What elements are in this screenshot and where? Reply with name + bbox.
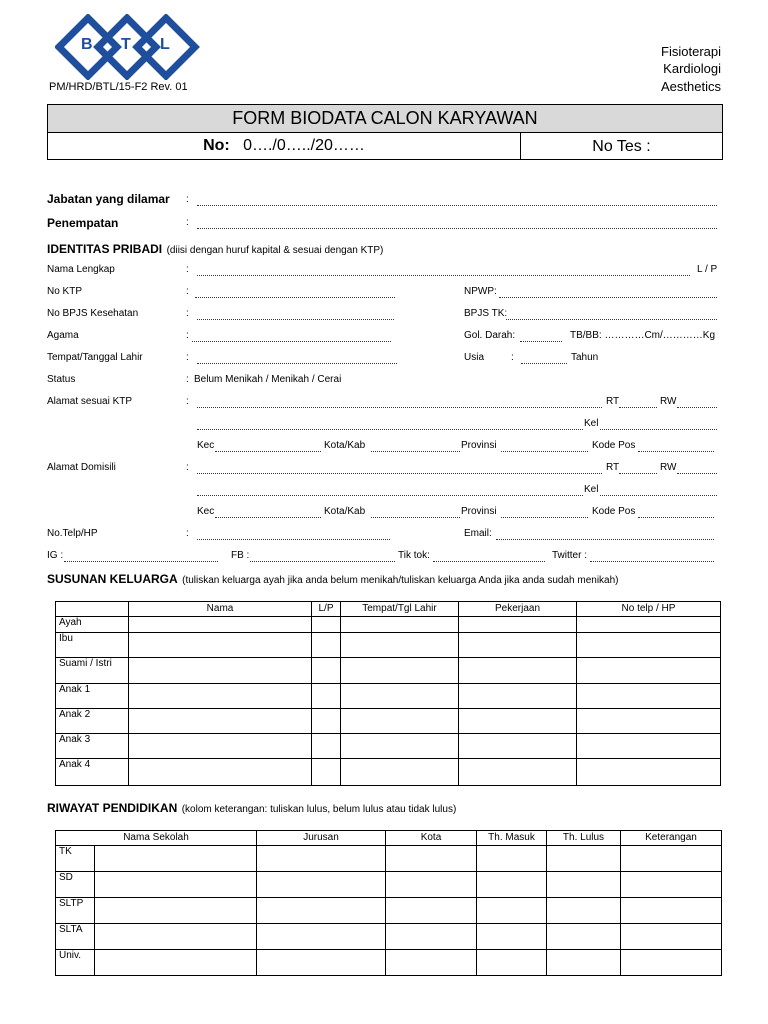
row-label: Ayah: [56, 617, 129, 633]
table-row: [56, 872, 722, 898]
table-header-row: [56, 831, 722, 846]
table-row: [56, 950, 722, 976]
bpjs-kes-field[interactable]: [197, 310, 394, 320]
logo-letter-t: T: [121, 36, 131, 53]
table-cell[interactable]: [257, 898, 386, 924]
tiktok-field[interactable]: [433, 552, 545, 562]
division-fisioterapi: Fisioterapi: [661, 44, 721, 59]
row-label: Anak 2: [56, 709, 129, 734]
keluarga-title: SUSUNAN KELUARGA: [47, 572, 178, 586]
colon: :: [186, 194, 189, 205]
table-cell[interactable]: [547, 846, 621, 872]
colon: :: [186, 374, 189, 385]
table-cell[interactable]: [312, 709, 341, 734]
colon: :: [186, 462, 189, 473]
colon: :: [186, 217, 189, 228]
ig-field[interactable]: [64, 552, 218, 562]
provinsi-label: Provinsi: [461, 506, 497, 517]
company-logo: [55, 14, 200, 80]
table-cell[interactable]: [577, 617, 721, 633]
pendidikan-table: [55, 830, 722, 976]
table-cell[interactable]: [341, 684, 459, 709]
kota-field[interactable]: [371, 442, 460, 452]
row-label: Anak 3: [56, 734, 129, 759]
penempatan-field[interactable]: [197, 219, 717, 229]
rt-field[interactable]: [619, 398, 657, 408]
table-cell[interactable]: [577, 633, 721, 658]
jabatan-label: Jabatan yang dilamar: [47, 192, 170, 206]
table-cell[interactable]: [547, 898, 621, 924]
table-row: [56, 898, 722, 924]
table-header-cell: Pekerjaan: [459, 602, 577, 617]
row-label: Anak 1: [56, 684, 129, 709]
form-number-value: 0…./0…../20……: [243, 137, 365, 154]
table-header-cell: L/P: [312, 602, 341, 617]
table-cell[interactable]: [341, 759, 459, 786]
table-row: [56, 734, 721, 759]
colon: :: [186, 308, 189, 319]
bpjs-kes-label: No BPJS Kesehatan: [47, 308, 139, 319]
row-label: TK: [56, 846, 95, 872]
provinsi-label: Provinsi: [461, 440, 497, 451]
table-cell[interactable]: [621, 898, 722, 924]
kodepos-field[interactable]: [638, 508, 714, 518]
jabatan-field[interactable]: [197, 196, 717, 206]
table-cell[interactable]: [477, 924, 547, 950]
table-cell[interactable]: [386, 950, 477, 976]
table-header-cell: [56, 602, 129, 617]
colon: :: [186, 330, 189, 341]
table-cell[interactable]: [459, 709, 577, 734]
ttl-field[interactable]: [197, 354, 397, 364]
rw-field[interactable]: [677, 398, 717, 408]
kec-label: Kec: [197, 506, 215, 517]
table-cell[interactable]: [341, 709, 459, 734]
rw-field[interactable]: [677, 464, 717, 474]
table-row: [56, 759, 721, 786]
title-box: [47, 104, 723, 160]
table-cell[interactable]: [477, 950, 547, 976]
gender-option[interactable]: L / P: [697, 264, 718, 275]
alamat-ktp-label: Alamat sesuai KTP: [47, 396, 133, 407]
table-cell[interactable]: [129, 759, 312, 786]
npwp-field[interactable]: [499, 288, 717, 298]
alamat-domisili-label: Alamat Domisili: [47, 462, 116, 473]
row-label: Suami / Istri: [56, 658, 129, 684]
kec-field[interactable]: [215, 508, 321, 518]
table-cell[interactable]: [547, 950, 621, 976]
twitter-field[interactable]: [590, 552, 714, 562]
kel-field[interactable]: [600, 486, 717, 496]
tiktok-label: Tik tok:: [398, 550, 430, 561]
kodepos-label: Kode Pos: [592, 440, 636, 451]
gol-darah-field[interactable]: [520, 332, 562, 342]
colon: :: [511, 352, 514, 363]
table-cell[interactable]: [129, 734, 312, 759]
keluarga-table: [55, 601, 721, 786]
table-header-cell: Tempat/Tgl Lahir: [341, 602, 459, 617]
table-cell[interactable]: [577, 759, 721, 786]
status-label: Status: [47, 374, 76, 385]
telp-field[interactable]: [197, 530, 390, 540]
row-label: Ibu: [56, 633, 129, 658]
pendidikan-title: RIWAYAT PENDIDIKAN: [47, 801, 178, 815]
table-cell[interactable]: [459, 734, 577, 759]
form-number-label: No:: [203, 137, 230, 154]
row-label: SLTP: [56, 898, 95, 924]
table-cell[interactable]: [547, 872, 621, 898]
table-header-cell: Th. Lulus: [547, 831, 621, 846]
table-cell[interactable]: [341, 617, 459, 633]
logo-letter-l: L: [160, 36, 170, 53]
row-label: Univ.: [56, 950, 95, 976]
kota-field[interactable]: [371, 508, 460, 518]
gol-darah-label: Gol. Darah:: [464, 330, 516, 341]
table-cell[interactable]: [257, 950, 386, 976]
tahun-label: Tahun: [571, 352, 599, 363]
usia-label: Usia: [464, 352, 485, 363]
ig-label: IG :: [47, 550, 64, 561]
fb-field[interactable]: [250, 552, 395, 562]
table-cell[interactable]: [95, 950, 257, 976]
table-cell[interactable]: [312, 684, 341, 709]
table-cell[interactable]: [577, 684, 721, 709]
table-cell[interactable]: [257, 872, 386, 898]
rt-label: RT: [606, 396, 620, 407]
kel-field[interactable]: [600, 420, 717, 430]
colon: :: [186, 352, 189, 363]
alamat-domisili-line1[interactable]: [197, 464, 602, 474]
table-cell[interactable]: [477, 872, 547, 898]
table-row: [56, 684, 721, 709]
nama-field[interactable]: [197, 266, 690, 276]
identitas-heading: [47, 240, 383, 258]
table-cell[interactable]: [95, 924, 257, 950]
rw-label: RW: [660, 462, 677, 473]
table-cell[interactable]: [621, 872, 722, 898]
identitas-note: (diisi dengan huruf kapital & sesuai dengan KTP): [166, 245, 384, 256]
table-cell[interactable]: [257, 846, 386, 872]
table-row: [56, 924, 722, 950]
table-cell[interactable]: [577, 709, 721, 734]
colon: :: [186, 396, 189, 407]
table-cell[interactable]: [312, 633, 341, 658]
table-header-cell: Th. Masuk: [477, 831, 547, 846]
colon: :: [186, 264, 189, 275]
table-cell[interactable]: [459, 684, 577, 709]
table-cell[interactable]: [386, 872, 477, 898]
table-cell[interactable]: [459, 759, 577, 786]
table-row: [56, 633, 721, 658]
kota-label: Kota/Kab: [324, 440, 366, 451]
table-header-cell: Jurusan: [257, 831, 386, 846]
table-cell[interactable]: [341, 734, 459, 759]
email-label: Email:: [464, 528, 492, 539]
rt-field[interactable]: [619, 464, 657, 474]
form-number: [48, 132, 521, 159]
kota-label: Kota/Kab: [324, 506, 366, 517]
table-cell[interactable]: [386, 898, 477, 924]
table-cell[interactable]: [621, 924, 722, 950]
table-header-cell: Nama Sekolah: [56, 831, 257, 846]
table-header-cell: Kota: [386, 831, 477, 846]
table-cell[interactable]: [477, 846, 547, 872]
pendidikan-heading: [47, 799, 456, 817]
ktp-label: No KTP: [47, 286, 83, 297]
tb-bb-field[interactable]: TB/BB: …………Cm/…………Kg: [570, 330, 716, 341]
ktp-field[interactable]: [195, 288, 395, 298]
table-row: [56, 658, 721, 684]
nama-label: Nama Lengkap: [47, 264, 115, 275]
kodepos-field[interactable]: [638, 442, 714, 452]
table-cell[interactable]: [386, 924, 477, 950]
rw-label: RW: [660, 396, 677, 407]
no-tes: No Tes :: [592, 138, 651, 155]
table-cell[interactable]: [341, 633, 459, 658]
table-row: [56, 846, 722, 872]
identitas-title: IDENTITAS PRIBADI: [47, 242, 163, 256]
table-cell[interactable]: [312, 734, 341, 759]
telp-label: No.Telp/HP: [47, 528, 98, 539]
bpjs-tk-label: BPJS TK:: [464, 308, 508, 319]
table-cell[interactable]: [257, 924, 386, 950]
table-cell[interactable]: [312, 617, 341, 633]
kec-field[interactable]: [215, 442, 321, 452]
alamat-ktp-line1[interactable]: [197, 398, 602, 408]
table-cell[interactable]: [477, 898, 547, 924]
table-cell[interactable]: [95, 846, 257, 872]
colon: :: [186, 528, 189, 539]
table-cell[interactable]: [341, 658, 459, 684]
table-header-cell: Nama: [129, 602, 312, 617]
pendidikan-note: (kolom keterangan: tuliskan lulus, belum lulus atau tidak lulus): [181, 804, 457, 815]
table-row: [56, 709, 721, 734]
ttl-label: Tempat/Tanggal Lahir: [47, 352, 143, 363]
keluarga-heading: [47, 570, 619, 588]
row-label: SD: [56, 872, 95, 898]
kodepos-label: Kode Pos: [592, 506, 636, 517]
table-cell[interactable]: [129, 658, 312, 684]
table-cell[interactable]: [577, 734, 721, 759]
table-cell[interactable]: [459, 617, 577, 633]
table-cell[interactable]: [621, 846, 722, 872]
twitter-label: Twitter :: [552, 550, 588, 561]
table-cell[interactable]: [386, 846, 477, 872]
table-cell[interactable]: [129, 617, 312, 633]
table-cell[interactable]: [129, 684, 312, 709]
table-header-row: [56, 602, 721, 617]
colon: :: [186, 286, 189, 297]
bpjs-tk-field[interactable]: [506, 310, 717, 320]
keluarga-note: (tuliskan keluarga ayah jika anda belum menikah/tuliskan keluarga Anda jika anda sudah menikah): [182, 575, 619, 586]
table-cell[interactable]: [129, 709, 312, 734]
table-cell[interactable]: [577, 658, 721, 684]
table-cell[interactable]: [95, 898, 257, 924]
table-cell[interactable]: [95, 872, 257, 898]
division-kardiologi: Kardiologi: [663, 61, 721, 76]
doc-code: PM/HRD/BTL/15-F2 Rev. 01: [49, 81, 188, 93]
table-cell[interactable]: [129, 633, 312, 658]
table-cell[interactable]: [459, 633, 577, 658]
kel-label: Kel: [584, 484, 599, 495]
row-label: SLTA: [56, 924, 95, 950]
kec-label: Kec: [197, 440, 215, 451]
alamat-domisili-line2[interactable]: [197, 486, 583, 496]
division-aesthetics: Aesthetics: [661, 79, 721, 94]
fb-label: FB :: [231, 550, 250, 561]
npwp-label: NPWP:: [464, 286, 497, 297]
table-cell[interactable]: [459, 658, 577, 684]
table-row: [56, 617, 721, 633]
table-cell[interactable]: [312, 759, 341, 786]
agama-label: Agama: [47, 330, 79, 341]
table-header-cell: No telp / HP: [577, 602, 721, 617]
table-cell[interactable]: [547, 924, 621, 950]
alamat-ktp-line2[interactable]: [197, 420, 583, 430]
provinsi-field[interactable]: [501, 508, 588, 518]
table-header-cell: Keterangan: [621, 831, 722, 846]
penempatan-label: Penempatan: [47, 216, 119, 230]
table-cell[interactable]: [621, 950, 722, 976]
form-title: FORM BIODATA CALON KARYAWAN: [48, 105, 722, 133]
usia-field[interactable]: [521, 354, 567, 364]
kel-label: Kel: [584, 418, 599, 429]
provinsi-field[interactable]: [501, 442, 588, 452]
status-options[interactable]: Belum Menikah / Menikah / Cerai: [194, 374, 342, 385]
rt-label: RT: [606, 462, 620, 473]
logo-letter-b: B: [81, 36, 93, 53]
row-label: Anak 4: [56, 759, 129, 786]
table-cell[interactable]: [312, 658, 341, 684]
agama-field[interactable]: [192, 332, 391, 342]
email-field[interactable]: [496, 530, 714, 540]
